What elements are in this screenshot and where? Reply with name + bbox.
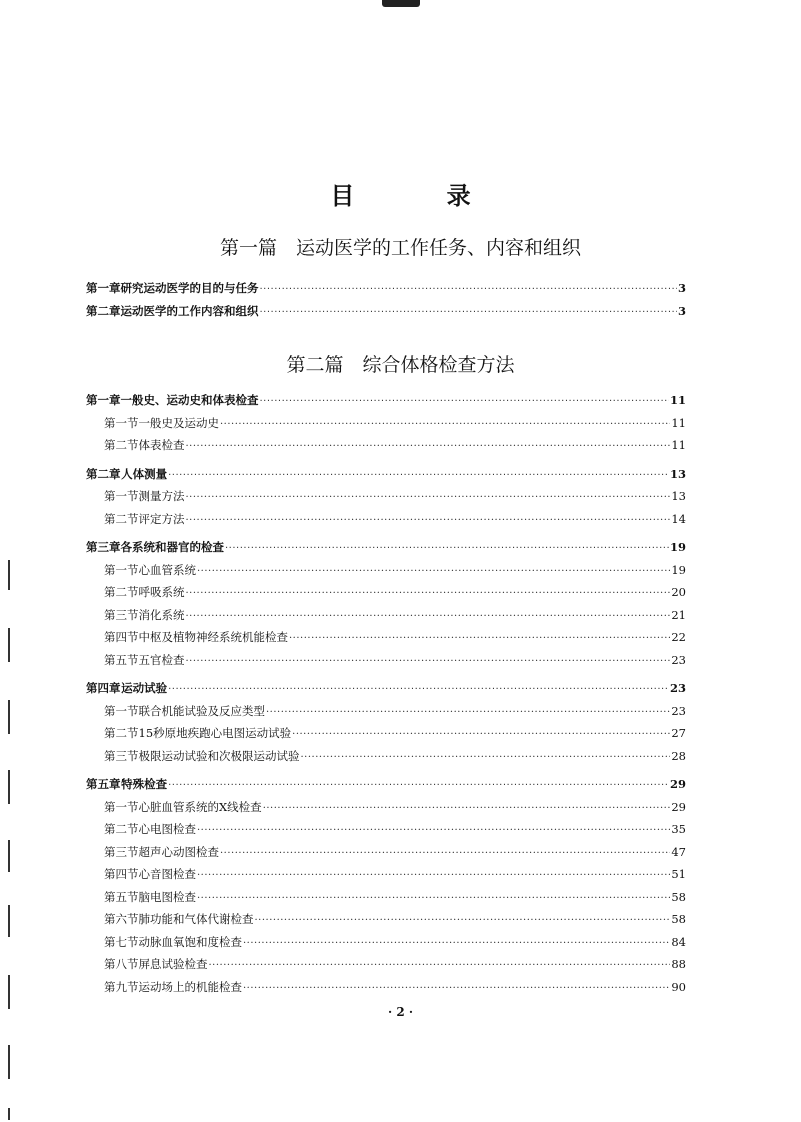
toc-section-page: 27 bbox=[671, 726, 686, 740]
dot-leader bbox=[260, 302, 677, 325]
toc-section-page: 23 bbox=[671, 652, 686, 667]
toc-section[interactable] bbox=[86, 953, 686, 976]
toc-section-page: 88 bbox=[671, 957, 686, 971]
scan-edge-mark bbox=[8, 560, 10, 590]
dot-leader bbox=[186, 487, 671, 510]
dot-leader bbox=[168, 679, 669, 702]
toc-section-label: 第二节 bbox=[104, 511, 139, 526]
toc-section[interactable] bbox=[86, 508, 686, 531]
toc-section-label: 第一节 bbox=[104, 703, 139, 718]
toc-chapter-label: 第四章 bbox=[86, 681, 121, 695]
toc-chapter[interactable] bbox=[86, 773, 686, 796]
toc-chapter-page: 23 bbox=[669, 681, 686, 695]
dot-leader bbox=[186, 606, 671, 629]
page-number: · 2 · bbox=[387, 1005, 414, 1019]
toc-section-page: 14 bbox=[671, 511, 686, 526]
dot-leader bbox=[186, 436, 671, 459]
dot-leader bbox=[243, 978, 670, 1001]
dot-leader bbox=[197, 888, 670, 911]
toc-chapter[interactable] bbox=[86, 389, 686, 412]
dot-leader bbox=[263, 798, 671, 821]
page-top-mark bbox=[382, 0, 420, 7]
toc-section-page: 23 bbox=[671, 703, 686, 718]
toc-chapter-title: 运动医学的工作内容和组织 bbox=[120, 303, 259, 318]
toc-section-title: 15秒原地疾跑心电图运动试验 bbox=[138, 726, 292, 740]
toc-section-page: 51 bbox=[671, 867, 686, 881]
toc-section-title: 一般史及运动史 bbox=[138, 415, 219, 430]
toc-section-label: 第四节 bbox=[104, 867, 139, 881]
toc-chapter-title: 研究运动医学的目的与任务 bbox=[120, 281, 259, 295]
toc-section-page: 28 bbox=[671, 748, 686, 763]
toc-section-title: 心音图检查 bbox=[138, 867, 196, 881]
toc-chapter-label: 第一章 bbox=[86, 393, 121, 407]
toc-section-label: 第五节 bbox=[104, 652, 139, 667]
dot-leader bbox=[197, 865, 670, 888]
toc-section-label: 第二节 bbox=[104, 822, 139, 836]
toc-part-1 bbox=[86, 277, 686, 322]
toc-section-title: 心脏血管系统的X线检查 bbox=[138, 799, 262, 814]
toc-section[interactable] bbox=[86, 559, 686, 582]
dot-leader bbox=[289, 628, 670, 651]
toc-section-page: 20 bbox=[671, 585, 686, 599]
toc-section[interactable] bbox=[86, 604, 686, 627]
toc-section-page: 11 bbox=[671, 415, 686, 430]
toc-section-page: 19 bbox=[671, 562, 686, 577]
toc-section-page: 21 bbox=[671, 607, 686, 622]
dot-leader bbox=[292, 724, 670, 747]
toc-chapter[interactable] bbox=[86, 300, 686, 323]
toc-chapter-label: 第二章 bbox=[86, 303, 121, 318]
toc-section-label: 第二节 bbox=[104, 585, 139, 599]
toc-section-label: 第一节 bbox=[104, 415, 139, 430]
toc-chapter-label: 第二章 bbox=[86, 466, 121, 481]
toc-section-page: 35 bbox=[671, 822, 686, 836]
dot-leader bbox=[186, 651, 671, 674]
toc-section-label: 第一节 bbox=[104, 799, 139, 814]
toc-section-title: 心电图检查 bbox=[138, 822, 196, 836]
toc-section-title: 消化系统 bbox=[138, 607, 185, 622]
toc-section[interactable] bbox=[86, 745, 686, 768]
toc-section-title: 运动场上的机能检查 bbox=[138, 979, 242, 994]
dot-leader bbox=[225, 538, 669, 561]
toc-section[interactable] bbox=[86, 626, 686, 649]
toc-chapter-title: 一般史、运动史和体表检查 bbox=[120, 393, 259, 407]
toc-chapter-page: 19 bbox=[669, 540, 686, 554]
dot-leader bbox=[186, 583, 671, 606]
toc-section-page: 22 bbox=[671, 630, 686, 644]
toc-section[interactable] bbox=[86, 908, 686, 931]
toc-section-title: 联合机能试验及反应类型 bbox=[138, 703, 265, 718]
toc-section[interactable] bbox=[86, 434, 686, 457]
toc-chapter[interactable] bbox=[86, 677, 686, 700]
toc-section-page: 58 bbox=[671, 889, 686, 904]
toc-section-label: 第三节 bbox=[104, 607, 139, 622]
toc-chapter[interactable] bbox=[86, 277, 686, 300]
scan-edge-mark bbox=[8, 628, 10, 662]
part-title: 第一篇 运动医学的工作任务、内容和组织 bbox=[219, 237, 581, 259]
dot-leader bbox=[266, 702, 670, 725]
scan-edge-mark bbox=[8, 905, 10, 937]
dot-leader bbox=[243, 933, 670, 956]
toc-section-page: 11 bbox=[671, 438, 686, 452]
toc-section-title: 体表检查 bbox=[138, 438, 185, 452]
toc-chapter-page: 29 bbox=[669, 777, 686, 791]
dot-leader bbox=[220, 843, 670, 866]
toc-section[interactable] bbox=[86, 863, 686, 886]
toc-section[interactable] bbox=[86, 581, 686, 604]
toc-section-title: 肺功能和气体代谢检查 bbox=[138, 912, 254, 926]
dot-leader bbox=[301, 747, 671, 770]
dot-leader bbox=[197, 561, 670, 584]
toc-section-page: 90 bbox=[671, 979, 686, 994]
toc-chapter-page: 13 bbox=[669, 466, 686, 481]
toc-section[interactable] bbox=[86, 818, 686, 841]
toc-section-page: 58 bbox=[671, 912, 686, 926]
scan-edge-mark bbox=[8, 1108, 10, 1120]
toc-section-label: 第四节 bbox=[104, 630, 139, 644]
dot-leader bbox=[260, 391, 669, 414]
toc-section-label: 第三节 bbox=[104, 748, 139, 763]
dot-leader bbox=[168, 775, 669, 798]
toc-section-title: 屏息试验检查 bbox=[138, 957, 208, 971]
toc-section[interactable] bbox=[86, 700, 686, 723]
part-title: 第二篇 综合体格检查方法 bbox=[286, 354, 515, 376]
scan-edge-mark bbox=[8, 840, 10, 872]
toc-section-label: 第八节 bbox=[104, 957, 139, 971]
toc-section-title: 超声心动图检查 bbox=[138, 844, 219, 859]
toc-section[interactable] bbox=[86, 649, 686, 672]
toc-section-label: 第七节 bbox=[104, 934, 139, 949]
dot-leader bbox=[186, 510, 671, 533]
dot-leader bbox=[209, 955, 671, 978]
toc-section-title: 中枢及植物神经系统机能检查 bbox=[138, 630, 288, 644]
toc-section[interactable] bbox=[86, 841, 686, 864]
toc-section[interactable] bbox=[86, 931, 686, 954]
toc-chapter[interactable] bbox=[86, 536, 686, 559]
toc-chapter-title: 特殊检查 bbox=[121, 777, 168, 791]
scan-edge-mark bbox=[8, 975, 10, 1009]
toc-section-title: 心血管系统 bbox=[138, 562, 196, 577]
toc-chapter-title: 运动试验 bbox=[121, 681, 168, 695]
toc-chapter-title: 各系统和器官的检查 bbox=[120, 540, 224, 554]
toc-section-title: 动脉血氧饱和度检查 bbox=[138, 934, 242, 949]
toc-section-label: 第九节 bbox=[104, 979, 139, 994]
dot-leader bbox=[168, 465, 669, 488]
toc-chapter-title: 人体测量 bbox=[121, 466, 168, 481]
toc-chapter-page: 3 bbox=[677, 303, 686, 318]
dot-leader bbox=[255, 910, 671, 933]
toc-section-title: 脑电图检查 bbox=[138, 889, 196, 904]
page-title: 目 录 bbox=[330, 182, 513, 210]
toc-section-title: 测量方法 bbox=[138, 489, 185, 503]
toc-section-page: 84 bbox=[671, 934, 686, 949]
scan-edge-mark bbox=[8, 700, 10, 734]
toc-chapter[interactable] bbox=[86, 463, 686, 486]
toc-section-title: 呼吸系统 bbox=[138, 585, 185, 599]
toc-section[interactable] bbox=[86, 886, 686, 909]
toc-section-label: 第二节 bbox=[104, 726, 139, 740]
toc-chapter-label: 第三章 bbox=[86, 540, 121, 554]
toc-section[interactable] bbox=[86, 722, 686, 745]
toc-section-label: 第五节 bbox=[104, 889, 139, 904]
dot-leader bbox=[197, 820, 670, 843]
toc-section-label: 第一节 bbox=[104, 489, 139, 503]
toc-section-title: 评定方法 bbox=[138, 511, 185, 526]
toc-section[interactable] bbox=[86, 796, 686, 819]
toc-section[interactable] bbox=[86, 412, 686, 435]
dot-leader bbox=[260, 279, 677, 302]
dot-leader bbox=[220, 414, 670, 437]
toc-section-label: 第六节 bbox=[104, 912, 139, 926]
scan-edge-mark bbox=[8, 770, 10, 804]
toc-chapter-label: 第五章 bbox=[86, 777, 121, 791]
toc-section-label: 第二节 bbox=[104, 438, 139, 452]
toc-part-2 bbox=[86, 389, 686, 998]
scan-edge-mark bbox=[8, 1045, 10, 1079]
toc-section-title: 五官检查 bbox=[138, 652, 185, 667]
toc-section-label: 第三节 bbox=[104, 844, 139, 859]
toc-section-title: 极限运动试验和次极限运动试验 bbox=[138, 748, 300, 763]
toc-chapter-label: 第一章 bbox=[86, 281, 121, 295]
toc-chapter-page: 3 bbox=[677, 281, 686, 295]
toc-chapter-page: 11 bbox=[669, 393, 686, 407]
toc-section-label: 第一节 bbox=[104, 562, 139, 577]
toc-section-page: 13 bbox=[671, 489, 686, 503]
toc-section-page: 29 bbox=[671, 799, 686, 814]
toc-section[interactable] bbox=[86, 976, 686, 999]
toc-section[interactable] bbox=[86, 485, 686, 508]
toc-section-page: 47 bbox=[671, 844, 686, 859]
